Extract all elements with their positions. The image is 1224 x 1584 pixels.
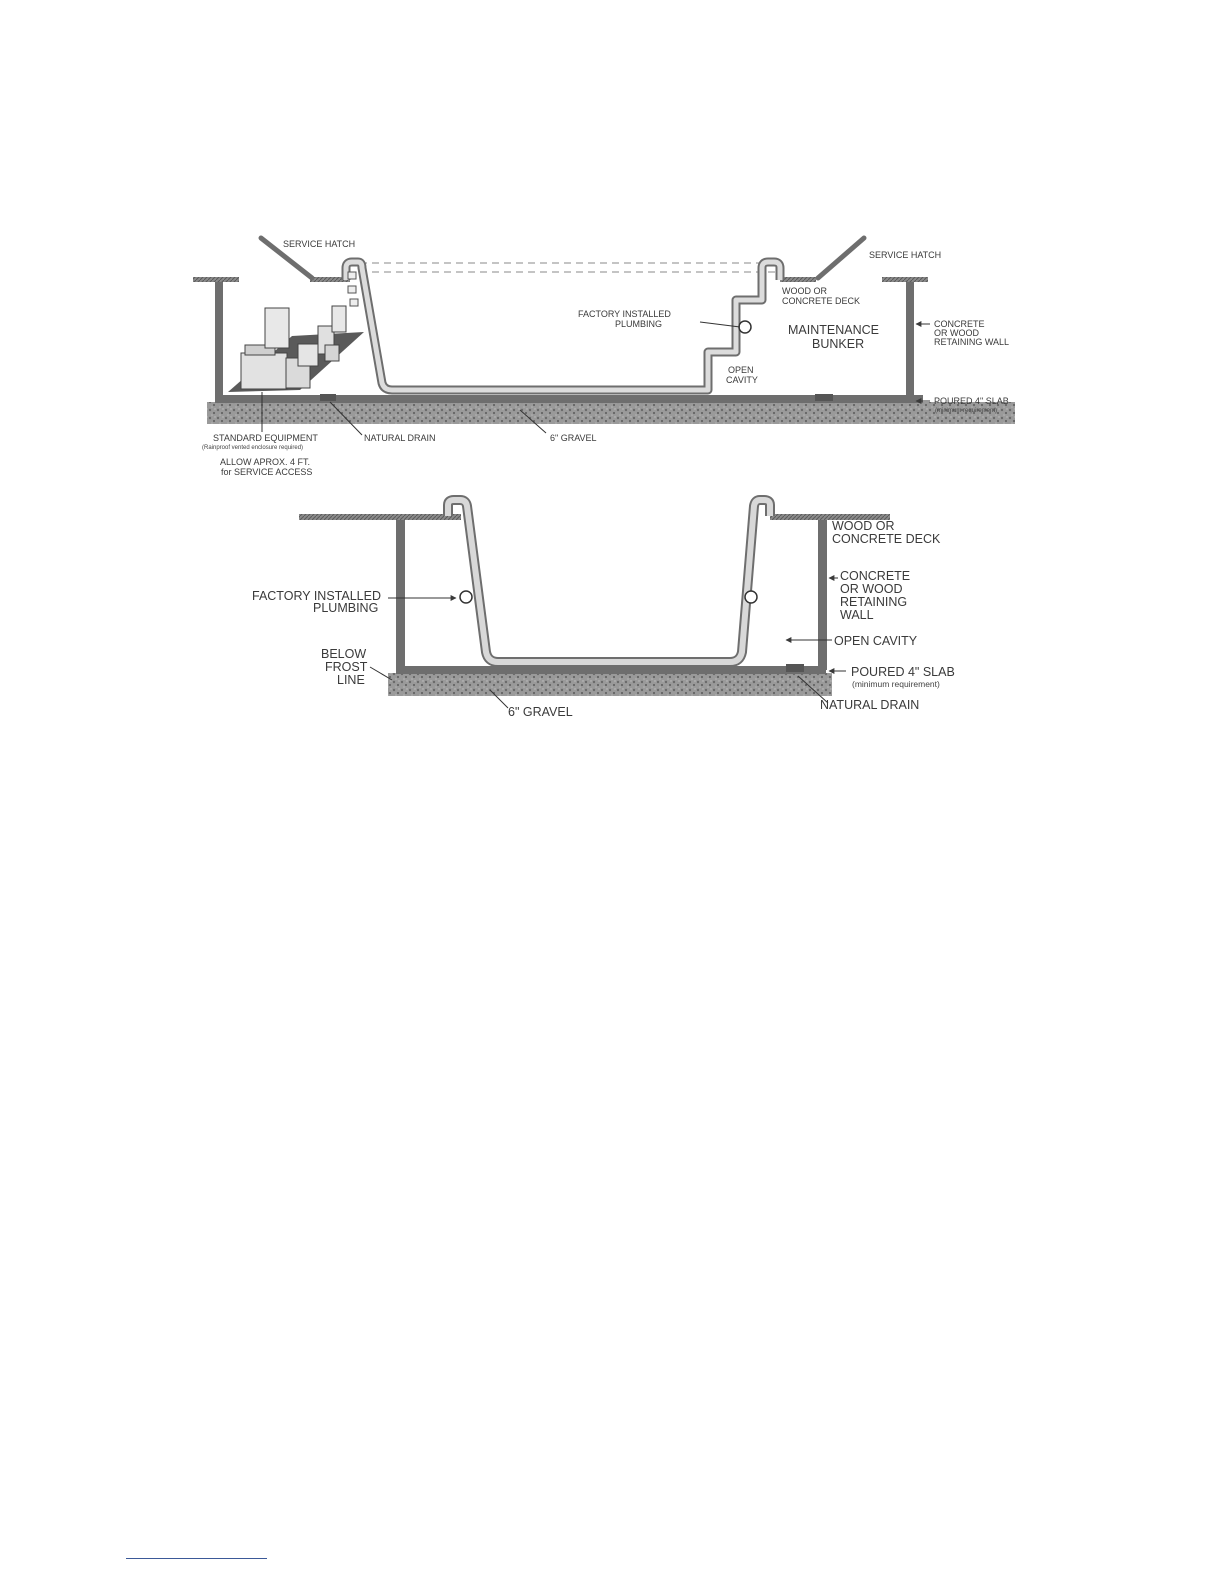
top-service-hatch-left-label: SERVICE HATCH — [283, 239, 356, 249]
bottom-plumbing-fitting-left-icon — [460, 591, 472, 603]
bottom-retaining-wall-label-2: OR WOOD — [840, 582, 903, 596]
top-retaining-wall-label-1: CONCRETE — [934, 319, 985, 329]
top-retaining-wall-label-2: OR WOOD — [934, 328, 979, 338]
bottom-frost-line-label-2: FROST — [325, 660, 368, 674]
top-plumbing-label-1: FACTORY INSTALLED — [578, 309, 671, 319]
top-plumbing-fitting-icon — [739, 321, 751, 333]
top-equipment-note: (Rainproof vented enclosure required) — [202, 445, 304, 451]
top-diagram — [193, 238, 1015, 477]
top-pool-shell-inner — [346, 262, 780, 390]
top-open-cavity-label-2: CAVITY — [726, 375, 758, 385]
top-gravel-bed — [207, 402, 1015, 424]
top-fitting-1 — [348, 272, 356, 279]
bottom-deck-label-1: WOOD OR — [832, 519, 895, 533]
top-left-wall — [215, 282, 223, 400]
bottom-retaining-wall-label-1: CONCRETE — [840, 569, 911, 583]
top-bunker-label-2: BUNKER — [812, 337, 865, 351]
top-slab-label: POURED 4" SLAB — [934, 396, 1009, 406]
bottom-left-wall — [396, 518, 405, 670]
top-retaining-wall-label-3: RETAINING WALL — [934, 337, 1010, 347]
top-service-hatch-right — [818, 238, 864, 278]
top-pool-shell — [346, 262, 780, 390]
top-fitting-3 — [350, 299, 358, 306]
top-natural-drain-label: NATURAL DRAIN — [364, 433, 436, 443]
bottom-left-deck — [299, 514, 461, 520]
bottom-plumbing-label-1: FACTORY INSTALLED — [252, 589, 381, 603]
top-service-access-label-1: ALLOW APROX. 4 FT. — [220, 457, 311, 467]
top-deck-near-pool-right — [780, 277, 816, 282]
top-right-wall — [906, 282, 914, 400]
top-gravel-label: 6" GRAVEL — [550, 433, 597, 443]
bottom-retaining-wall-label-4: WALL — [840, 608, 874, 622]
bottom-diagram — [252, 500, 955, 719]
bottom-plumbing-fitting-right-icon — [745, 591, 757, 603]
bottom-natural-drain-mark — [786, 664, 804, 672]
top-deck-label-2: CONCRETE DECK — [782, 296, 861, 306]
bottom-slab-label: POURED 4" SLAB — [851, 665, 955, 679]
bottom-slab-note: (minimum requirement) — [852, 679, 940, 689]
bottom-slab — [396, 666, 826, 674]
top-natural-drain-mark-2 — [815, 394, 833, 401]
bottom-plumbing-label-2: PLUMBING — [313, 601, 379, 615]
top-service-access-label-2: for SERVICE ACCESS — [221, 467, 313, 477]
bottom-frost-line-label-1: BELOW — [321, 647, 367, 661]
top-fitting-2 — [348, 286, 356, 293]
top-service-hatch-right-label: SERVICE HATCH — [869, 250, 942, 260]
footnote-separator-rule — [126, 1558, 267, 1559]
top-bunker-label-1: MAINTENANCE — [788, 323, 879, 337]
top-natural-drain-mark-1 — [320, 394, 336, 401]
top-deck-label-1: WOOD OR — [782, 286, 827, 296]
bottom-gravel-bed — [388, 673, 832, 696]
bottom-open-cavity-label: OPEN CAVITY — [834, 634, 918, 648]
bottom-right-wall — [818, 518, 827, 670]
top-left-deck — [193, 277, 239, 282]
bottom-natural-drain-label: NATURAL DRAIN — [820, 698, 920, 712]
bottom-gravel-label: 6" GRAVEL — [508, 705, 573, 719]
top-equipment-label: STANDARD EQUIPMENT — [213, 433, 318, 443]
bottom-deck-label-2: CONCRETE DECK — [832, 532, 941, 546]
top-open-cavity-label-1: OPEN — [728, 365, 754, 375]
top-slab-note: (minimum requirement) — [935, 408, 998, 414]
bottom-retaining-wall-label-3: RETAINING — [840, 595, 908, 609]
top-right-deck — [882, 277, 928, 282]
top-plumbing-label-2: PLUMBING — [615, 319, 663, 329]
bottom-pool-shell — [448, 500, 770, 662]
bottom-pool-shell-inner — [448, 500, 770, 662]
bottom-frost-line-label-3: LINE — [337, 673, 365, 687]
